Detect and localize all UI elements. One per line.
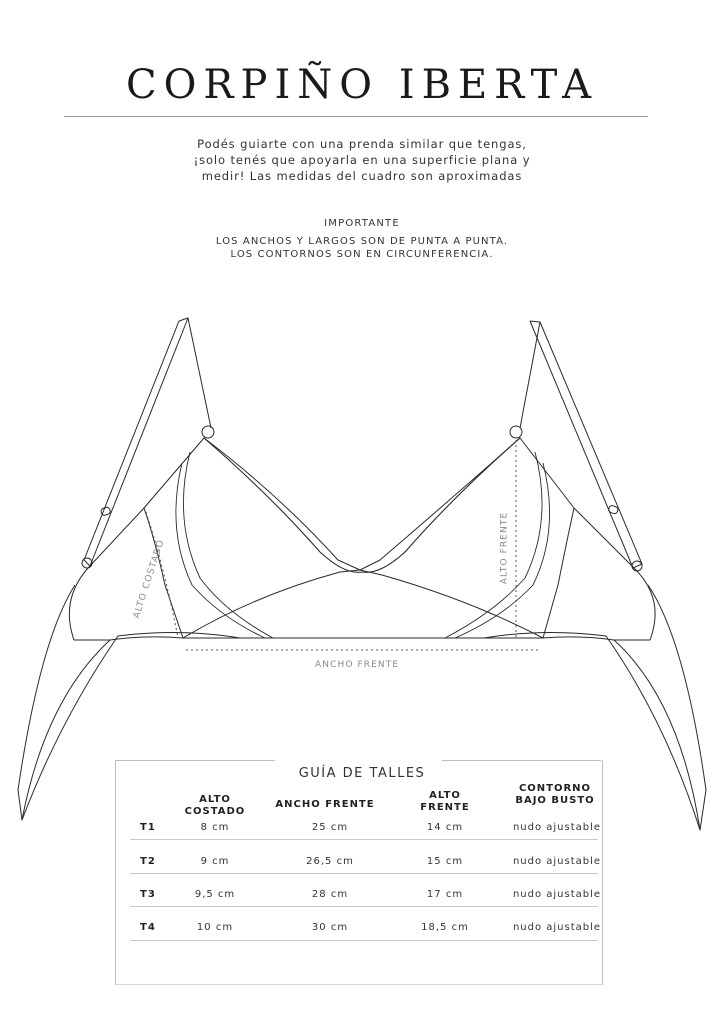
cell-alto-frente: 18,5 cm: [421, 922, 469, 933]
header-alto-frente-line1: ALTO: [429, 790, 461, 801]
cell-alto-frente: 15 cm: [426, 856, 464, 867]
row-separator: [130, 906, 598, 907]
header-contorno-line1: CONTORNO: [518, 783, 592, 794]
right-strap-ring: [510, 426, 522, 438]
cell-alto-costado: 10 cm: [196, 922, 234, 933]
neckline: [204, 438, 520, 572]
left-side-panel: [69, 508, 183, 640]
right-cup: [360, 438, 574, 638]
cell-ancho-frente: 30 cm: [311, 922, 349, 933]
row-separator: [130, 873, 598, 874]
cell-alto-costado: 9 cm: [200, 856, 230, 867]
intro-text: Podés guiarte con una prenda similar que tengas, ¡solo tenés que apoyarla en una superficie plana y medir! Las medidas del cuadro son aproximadas: [193, 137, 531, 183]
right-strap: [520, 321, 642, 568]
left-strap-slider: [100, 506, 111, 516]
cell-alto-costado: 8 cm: [200, 822, 230, 833]
ancho-frente-label: ANCHO FRENTE: [315, 660, 400, 670]
cell-alto-costado: 9,5 cm: [194, 889, 236, 900]
cell-contorno: nudo ajustable: [512, 922, 602, 933]
left-cup: [144, 438, 360, 638]
cell-alto-frente: 14 cm: [426, 822, 464, 833]
header-contorno-line2: BAJO BUSTO: [515, 795, 595, 806]
header-alto-frente: [405, 790, 485, 814]
cell-ancho-frente: 28 cm: [311, 889, 349, 900]
alto-frente-label: ALTO FRENTE: [499, 511, 510, 585]
size-guide-title: GUÍA DE TALLES: [298, 766, 426, 781]
right-back-wing: [614, 585, 706, 830]
row-separator: [130, 940, 598, 941]
cell-ancho-frente: 26,5 cm: [306, 856, 354, 867]
size-label: T3: [140, 889, 156, 900]
header-alto-frente-line2: FRENTE: [420, 802, 470, 813]
size-label: T4: [140, 922, 156, 933]
alto-costado-label: ALTO COSTADO: [131, 538, 167, 620]
page-title: CORPIÑO IBERTA: [126, 62, 598, 108]
cell-contorno: nudo ajustable: [512, 889, 602, 900]
right-strap-slider: [608, 505, 619, 515]
important-line-1: LOS ANCHOS Y LARGOS SON DE PUNTA A PUNTA.: [215, 236, 509, 247]
header-contorno: [500, 783, 610, 807]
cell-contorno: nudo ajustable: [512, 822, 602, 833]
header-alto-costado-line1: ALTO: [199, 794, 231, 805]
size-label: T1: [140, 822, 156, 833]
left-strap-ring: [202, 426, 214, 438]
header-ancho-frente: ANCHO FRENTE: [275, 799, 375, 810]
table-top-border-right: [442, 760, 601, 761]
row-separator: [130, 839, 598, 840]
header-alto-costado-line2: COSTADO: [184, 806, 246, 817]
left-back-wing: [18, 585, 110, 820]
cell-contorno: nudo ajustable: [512, 856, 602, 867]
size-label: T2: [140, 856, 156, 867]
table-top-border-left: [115, 760, 275, 761]
important-heading: IMPORTANTE: [324, 218, 400, 229]
cell-alto-frente: 17 cm: [426, 889, 464, 900]
left-strap: [84, 318, 211, 566]
header-alto-costado: [175, 794, 255, 818]
cell-ancho-frente: 25 cm: [311, 822, 349, 833]
important-line-2: LOS CONTORNOS SON EN CIRCUNFERENCIA.: [230, 249, 494, 260]
